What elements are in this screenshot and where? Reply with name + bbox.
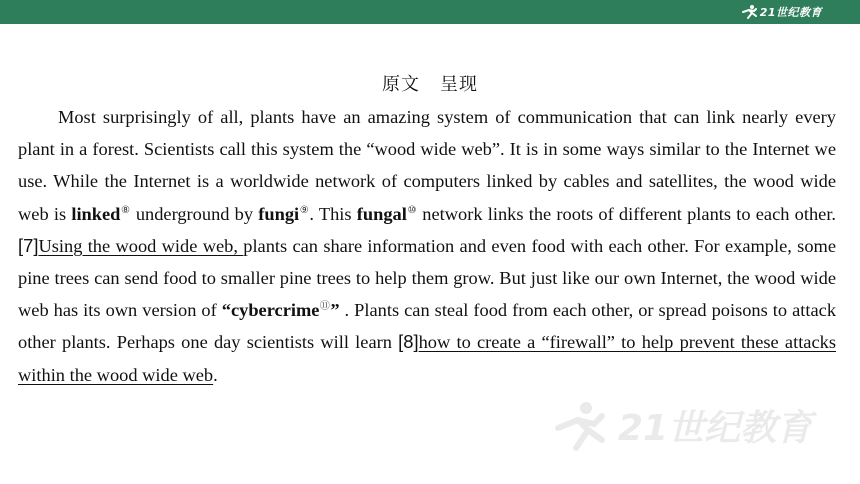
logo-text: 21世纪教育: [759, 6, 822, 19]
passage-text-3: . This: [309, 203, 357, 224]
footnote-marker-11: ⑪: [319, 301, 331, 313]
question-mark-8: [8]: [398, 331, 419, 353]
question-mark-7: [7]: [18, 234, 39, 256]
title-part-2: 呈现: [440, 74, 478, 94]
paragraph: [18, 101, 836, 391]
reading-passage: [18, 101, 836, 391]
underlined-phrase-8: how to create a “firewall” to help prevent these attacks within the wood wide web: [18, 332, 836, 385]
keyword-cybercrime: “cybercrime: [221, 300, 320, 321]
keyword-linked: linked: [71, 203, 121, 224]
passage-text-5: plants can share information and even food with each other. For example, some pine trees can send food to smaller pine trees to help them grow. But just like our own Internet, the wood wide web has its own version of: [18, 235, 836, 321]
watermark-logo: [548, 398, 848, 458]
underlined-phrase-7: Using the wood wide web,: [38, 235, 244, 256]
closing-quote: ”: [330, 300, 340, 321]
passage-text-4: network links the roots of different plants to each other.: [417, 203, 837, 224]
passage-text-6: . Plants can steal food from each other, or spread poisons to attack other plants. Perhaps one day scientists will learn: [18, 300, 837, 353]
passage-text-1: Most surprisingly of all, plants have an amazing system of communication that can link nearly every plant in a forest. Scientists call this system the “wood wide web”. It is in some ways similar to the Internet we use. While the Internet is a worldwide network of computers linked by cables and satellites, the wood wide web is: [18, 107, 836, 224]
watermark-text: 21世纪教育: [618, 408, 813, 449]
keyword-fungal: fungal: [356, 203, 407, 224]
footnote-marker-8: ⑧: [120, 204, 131, 216]
footnote-marker-9: ⑨: [299, 204, 310, 216]
passage-text-7: .: [213, 364, 218, 385]
header-bar: [0, 0, 860, 24]
brand-logo: [740, 3, 822, 21]
title-part-1: 原文: [382, 74, 420, 94]
section-title: [0, 70, 860, 96]
keyword-fungi: fungi: [258, 203, 300, 224]
runner-icon: [740, 4, 758, 20]
footnote-marker-10: ⑩: [406, 204, 418, 216]
passage-text-2: underground by: [130, 203, 259, 224]
